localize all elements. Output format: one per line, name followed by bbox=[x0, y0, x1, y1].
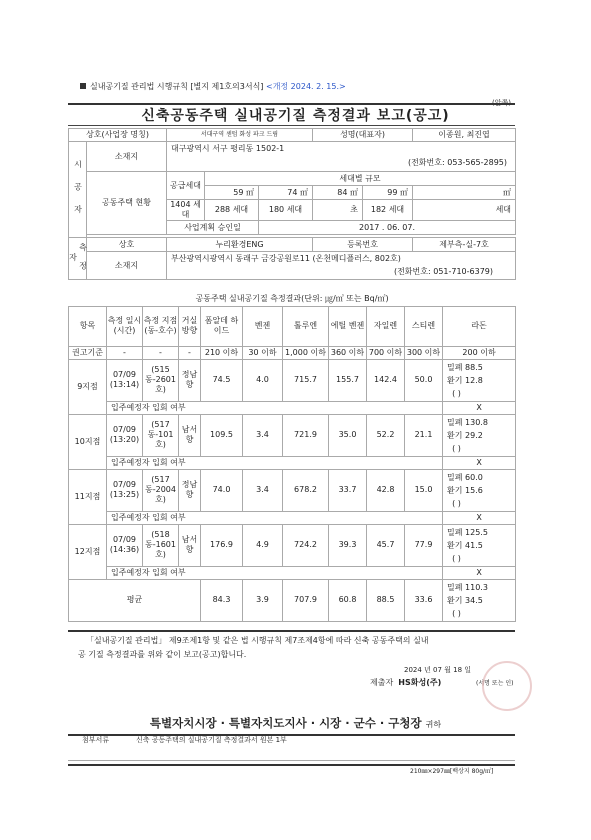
table-row bbox=[69, 414, 516, 456]
value-radon: 밀폐 60.0 환기 15.6 ( ) bbox=[443, 469, 516, 511]
living-direction: 정남향 bbox=[179, 469, 201, 511]
table-row bbox=[69, 469, 516, 511]
m-company: 누리환경ENG bbox=[167, 238, 313, 252]
measure-location: (518동-1601호) bbox=[143, 524, 179, 566]
label-status: 공동주택 현황 bbox=[87, 172, 167, 235]
standard-benzene: 30 이하 bbox=[243, 346, 283, 359]
point-label: 10지점 bbox=[69, 414, 107, 469]
col-item: 항목 bbox=[69, 306, 107, 346]
average-radon: 밀폐 110.3 환기 34.5 ( ) bbox=[443, 579, 516, 621]
col-toluene: 톨루엔 bbox=[283, 306, 329, 346]
average-label: 평균 bbox=[69, 579, 201, 621]
statement-line-2: 공 기질 측정결과를 위와 같이 보고(공고)합니다. bbox=[78, 650, 247, 659]
col-location: 측정 지점 (동-호수) bbox=[143, 306, 179, 346]
table-row bbox=[69, 359, 516, 401]
value-benzene: 4.0 bbox=[243, 359, 283, 401]
average-formaldehyde: 84.3 bbox=[201, 579, 243, 621]
total-households: 1404 세대 bbox=[167, 200, 205, 221]
col-direction: 거실 방향 bbox=[179, 306, 201, 346]
label-measurer: 측 정 자 bbox=[69, 238, 87, 280]
label-size: 세대별 규모 bbox=[205, 172, 516, 186]
title-rule bbox=[68, 125, 515, 126]
label-reg: 등록번호 bbox=[313, 238, 413, 252]
resident-label: 입주예정자 입회 여부 bbox=[107, 566, 443, 579]
value-formaldehyde: 176.9 bbox=[201, 524, 243, 566]
value-toluene: 721.9 bbox=[283, 414, 329, 456]
standard-toluene: 1,000 이하 bbox=[283, 346, 329, 359]
value-styrene: 50.0 bbox=[405, 359, 443, 401]
address: 대구광역시 서구 평리동 1502-1 bbox=[171, 144, 285, 153]
living-direction: 남서향 bbox=[179, 414, 201, 456]
measure-datetime: 07/09 (13:14) bbox=[107, 359, 143, 401]
bottom-rule bbox=[68, 764, 515, 766]
label-approval: 사업계획 승인일 bbox=[167, 221, 259, 235]
standard-label: 권고기준 bbox=[69, 346, 107, 359]
resident-mark: X bbox=[443, 401, 516, 414]
households-2: 180 세대 bbox=[259, 200, 313, 221]
standard-styrene: 300 이하 bbox=[405, 346, 443, 359]
size-2: 74 ㎡ bbox=[259, 186, 313, 200]
value-ethylbenzene: 155.7 bbox=[329, 359, 367, 401]
value-xylene: 52.2 bbox=[367, 414, 405, 456]
resident-label: 입주예정자 입회 여부 bbox=[107, 401, 443, 414]
label-m-company: 상호 bbox=[87, 238, 167, 252]
address-cell bbox=[167, 142, 516, 172]
resident-row bbox=[69, 566, 516, 579]
m-address: 부산광역시광역시 동래구 금강공원로11 (온천메디플러스, 802호) bbox=[171, 254, 401, 263]
value-benzene: 3.4 bbox=[243, 469, 283, 511]
label-company: 상호(사업장 명칭) bbox=[69, 129, 167, 142]
value-xylene: 142.4 bbox=[367, 359, 405, 401]
square-bullet-icon bbox=[80, 83, 86, 89]
paper-spec: 210㎜×297㎜[백상지 80g/㎡] bbox=[410, 768, 494, 775]
submitter-name: HS화성(주) bbox=[398, 678, 442, 687]
standard-formaldehyde: 210 이하 bbox=[201, 346, 243, 359]
value-benzene: 3.4 bbox=[243, 414, 283, 456]
value-radon: 밀폐 125.5 환기 41.5 ( ) bbox=[443, 524, 516, 566]
label-address: 소재지 bbox=[87, 142, 167, 172]
value-ethylbenzene: 33.7 bbox=[329, 469, 367, 511]
measure-datetime: 07/09 (13:20) bbox=[107, 414, 143, 456]
label-m-address: 소재지 bbox=[87, 252, 167, 280]
company-seal bbox=[482, 661, 532, 711]
resident-row bbox=[69, 511, 516, 524]
m-address-cell bbox=[167, 252, 516, 280]
label-supply: 공급세대 bbox=[167, 172, 205, 200]
average-styrene: 33.6 bbox=[405, 579, 443, 621]
standard-direction: - bbox=[179, 346, 201, 359]
footer-top-rule bbox=[68, 630, 515, 632]
col-styrene: 스티렌 bbox=[405, 306, 443, 346]
col-benzene: 벤젠 bbox=[243, 306, 283, 346]
approval-date: 2017 . 06. 07. bbox=[259, 221, 516, 235]
measure-location: (517동-2004호) bbox=[143, 469, 179, 511]
resident-mark: X bbox=[443, 511, 516, 524]
resident-label: 입주예정자 입회 여부 bbox=[107, 456, 443, 469]
point-label: 11지점 bbox=[69, 469, 107, 524]
households-5: 세대 bbox=[413, 200, 516, 221]
value-radon: 밀폐 88.5 환기 12.8 ( ) bbox=[443, 359, 516, 401]
value-formaldehyde: 74.0 bbox=[201, 469, 243, 511]
households-3: 초 bbox=[313, 200, 363, 221]
standard-xylene: 700 이하 bbox=[367, 346, 405, 359]
measure-datetime: 07/09 (14:36) bbox=[107, 524, 143, 566]
standard-radon: 200 이하 bbox=[443, 346, 516, 359]
submitter-row bbox=[370, 678, 441, 688]
value-formaldehyde: 74.5 bbox=[201, 359, 243, 401]
living-direction: 남서향 bbox=[179, 524, 201, 566]
label-rep: 성명(대표자) bbox=[313, 129, 413, 142]
measure-location: (515동-2601호) bbox=[143, 359, 179, 401]
resident-row bbox=[69, 456, 516, 469]
resident-row bbox=[69, 401, 516, 414]
value-formaldehyde: 109.5 bbox=[201, 414, 243, 456]
households-1: 288 세대 bbox=[205, 200, 259, 221]
standard-ethylbenzene: 360 이하 bbox=[329, 346, 367, 359]
m-phone: (전화번호: 051-710-6379) bbox=[393, 267, 494, 276]
col-radon: 라돈 bbox=[443, 306, 516, 346]
value-toluene: 715.7 bbox=[283, 359, 329, 401]
attach-list: 신축 공동주택의 실내공기질 측정결과서 원본 1부 bbox=[136, 736, 287, 744]
builder-info-table bbox=[68, 128, 516, 280]
standard-datetime: - bbox=[107, 346, 143, 359]
value-xylene: 42.8 bbox=[367, 469, 405, 511]
size-5: ㎡ bbox=[413, 186, 516, 200]
value-xylene: 45.7 bbox=[367, 524, 405, 566]
measurement-table bbox=[68, 292, 516, 622]
value-styrene: 21.1 bbox=[405, 414, 443, 456]
value-toluene: 678.2 bbox=[283, 469, 329, 511]
standard-location: - bbox=[143, 346, 179, 359]
size-1: 59 ㎡ bbox=[205, 186, 259, 200]
measurement-caption: 공동주택 실내공기질 측정결과(단위: ㎍/㎥ 또는 Bq/㎥) bbox=[69, 292, 516, 306]
builder-phone: (전화번호: 053-565-2895) bbox=[407, 158, 508, 167]
value-styrene: 15.0 bbox=[405, 469, 443, 511]
attach-label: 첨부서류 bbox=[82, 736, 110, 744]
company-name: 서대구역 센텀 화성 파크 드림 bbox=[167, 129, 313, 142]
measure-datetime: 07/09 (13:25) bbox=[107, 469, 143, 511]
average-toluene: 707.9 bbox=[283, 579, 329, 621]
form-reference: 실내공기질 관리법 시행규칙 [별지 제1호의3서식] <개정 2024. 2. 15.> bbox=[80, 81, 346, 92]
resident-label: 입주예정자 입회 여부 bbox=[107, 511, 443, 524]
addressee: 특별자치시장 · 특별자치도지사 · 시장 · 군수 · 구청장 귀하 bbox=[149, 716, 442, 730]
point-label: 9지점 bbox=[69, 359, 107, 414]
average-ethylbenzene: 60.8 bbox=[329, 579, 367, 621]
col-xylene: 자일렌 bbox=[367, 306, 405, 346]
resident-mark: X bbox=[443, 566, 516, 579]
average-xylene: 88.5 bbox=[367, 579, 405, 621]
document-title: 신축공동주택 실내공기질 측정결과 보고(공고) bbox=[141, 108, 450, 124]
attach-bottom-rule bbox=[68, 760, 515, 761]
size-3: 84 ㎡ bbox=[313, 186, 363, 200]
average-benzene: 3.9 bbox=[243, 579, 283, 621]
signature-label: (서명 또는 인) bbox=[476, 680, 514, 687]
point-label: 12지점 bbox=[69, 524, 107, 579]
reg-number: 제부측-실-7호 bbox=[413, 238, 516, 252]
resident-mark: X bbox=[443, 456, 516, 469]
households-4: 182 세대 bbox=[363, 200, 413, 221]
label-builder: 시 공 자 bbox=[69, 142, 87, 238]
measure-location: (517동-101호) bbox=[143, 414, 179, 456]
value-toluene: 724.2 bbox=[283, 524, 329, 566]
value-styrene: 77.9 bbox=[405, 524, 443, 566]
value-ethylbenzene: 35.0 bbox=[329, 414, 367, 456]
table-row bbox=[69, 524, 516, 566]
submitter-label: 제출자 bbox=[370, 678, 394, 687]
col-datetime: 측정 일시 (시간) bbox=[107, 306, 143, 346]
size-4: 99 ㎡ bbox=[363, 186, 413, 200]
rep-name: 이종원, 최진엽 bbox=[413, 129, 516, 142]
statement-line-1: 「실내공기질 관리법」 제9조제1항 및 같은 법 시행규칙 제7조제4항에 따라 신축 공동주택의 실내 bbox=[86, 636, 429, 645]
submit-date: 2024 년 07 월 18 일 bbox=[404, 666, 472, 674]
col-ethylbenzene: 에틸 벤젠 bbox=[329, 306, 367, 346]
living-direction: 정남향 bbox=[179, 359, 201, 401]
value-radon: 밀폐 130.8 환기 29.2 ( ) bbox=[443, 414, 516, 456]
value-benzene: 4.9 bbox=[243, 524, 283, 566]
col-formaldehyde: 폼알데 하이드 bbox=[201, 306, 243, 346]
value-ethylbenzene: 39.3 bbox=[329, 524, 367, 566]
revision-note: <개정 2024. 2. 15.> bbox=[265, 82, 346, 91]
